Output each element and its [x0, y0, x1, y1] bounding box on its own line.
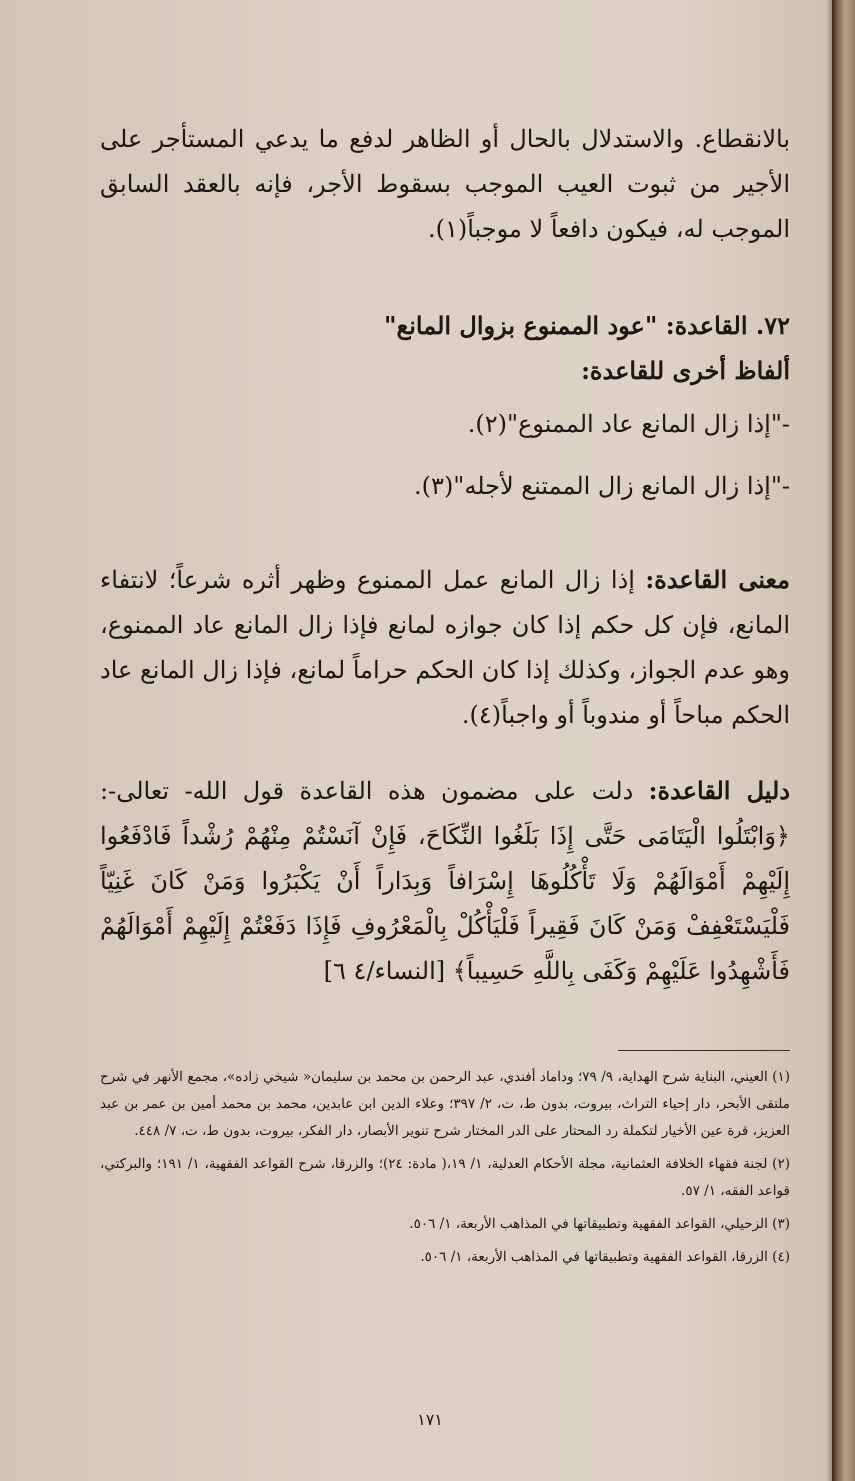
meaning-label: معنى القاعدة:: [645, 565, 790, 594]
alt-wording-heading: ألفاظ أخرى للقاعدة:: [581, 356, 790, 385]
rule-heading: ٧٢. القاعدة: "عود الممنوع بزوال المانع": [383, 311, 790, 340]
evidence-text: دلت على مضمون هذه القاعدة قول الله- تعالى-: ﴿وَابْتَلُوا الْيَتَامَى حَتَّى إِذَا بَلَغُوا النِّكَاحَ، فَإِنْ آنَسْتُمْ مِنْهُمْ رُشْداً فَادْفَعُوا إِلَيْهِمْ أَمْوَالَهُمْ وَلَا تَأْكُلُوهَا إِسْرَافاً وَبِدَاراً أَنْ يَكْبَرُوا وَمَنْ كَانَ غَنِيّاً فَلْيَسْتَعْفِفْ وَمَنْ كَانَ فَقِيراً فَلْيَأْكُلْ بِالْمَعْرُوفِ فَإِذَا دَفَعْتُمْ إِلَيْهِمْ أَمْوَالَهُمْ فَأَشْهِدُوا عَلَيْهِمْ وَكَفَى بِاللَّهِ حَسِيباً﴾ [النساء/٤ ٦]: [100, 777, 790, 985]
alt-wording-2: -"إذا زال المانع زال الممتنع لأجله"(٣).: [414, 472, 790, 500]
opening-text: بالانقطاع. والاستدلال بالحال أو الظاهر لدفع ما يدعي المستأجر على الأجير من ثبوت العيب الموجب بسقوط الأجر، فإنه بالعقد السابق الموجب له، فيكون دافعاً لا موجباً(١).: [100, 125, 790, 243]
meaning-paragraph: [100, 557, 790, 738]
footnotes: [100, 1064, 790, 1271]
book-spine: [832, 0, 855, 1481]
evidence-paragraph: [100, 768, 790, 994]
footnote-2: (٢) لجنة فقهاء الخلافة العثمانية، مجلة الأحكام العدلية، ١/ ١٩،( مادة: ٢٤)؛ والزرقا، شرح القواعد الفقهية، ١/ ١٩١؛ والبركتي، قواعد الفقه، ١/ ٥٧.: [100, 1156, 790, 1199]
alt-wording-1: -"إذا زال المانع عاد الممنوع"(٢).: [467, 410, 790, 438]
footnote-1: (١) العيني، البناية شرح الهداية، ٩/ ٧٩؛ وداماد أفندي، عبد الرحمن بن محمد بن سليمان« شيخي زاده»، مجمع الأنهر في شرح ملتقى الأبحر، دار إحياء التراث، بيروت، بدون ط، ت، ٢/ ٣٩٧؛ وعلاء الدين ابن عابدين، محمد بن محمد أمين بن عمر بن عبد العزيز، قرة عين الأخيار لتكملة رد المحتار على الدر المختار شرح تنوير الأبصار، دار الفكر، بيروت، بدون ط، ت، ٧/ ٤٤٨.: [100, 1069, 791, 1139]
opening-paragraph: [100, 117, 790, 252]
meaning-text: إذا زال المانع عمل الممنوع وظهر أثره شرعاً؛ لانتفاء المانع، فإن كل حكم إذا كان جوازه لمانع فإذا زال المانع عاد الممنوع، وهو عدم الجواز، وكذلك إذا كان الحكم حراماً لمانع، فإذا زال المانع عاد الحكم مباحاً أو مندوباً أو واجباً(٤).: [100, 566, 790, 729]
footnote-4: (٤) الزرقا، القواعد الفقهية وتطبيقاتها في المذاهب الأربعة، ١/ ٥٠٦.: [420, 1249, 790, 1265]
footnote-separator: [618, 1050, 790, 1051]
evidence-label: دليل القاعدة:: [648, 776, 791, 805]
page-number: ١٧١: [417, 1410, 443, 1429]
rule-block: [100, 303, 790, 517]
footnote-3: (٣) الزحيلي، القواعد الفقهية وتطبيقاتها في المذاهب الأربعة، ١/ ٥٠٦.: [409, 1216, 790, 1232]
